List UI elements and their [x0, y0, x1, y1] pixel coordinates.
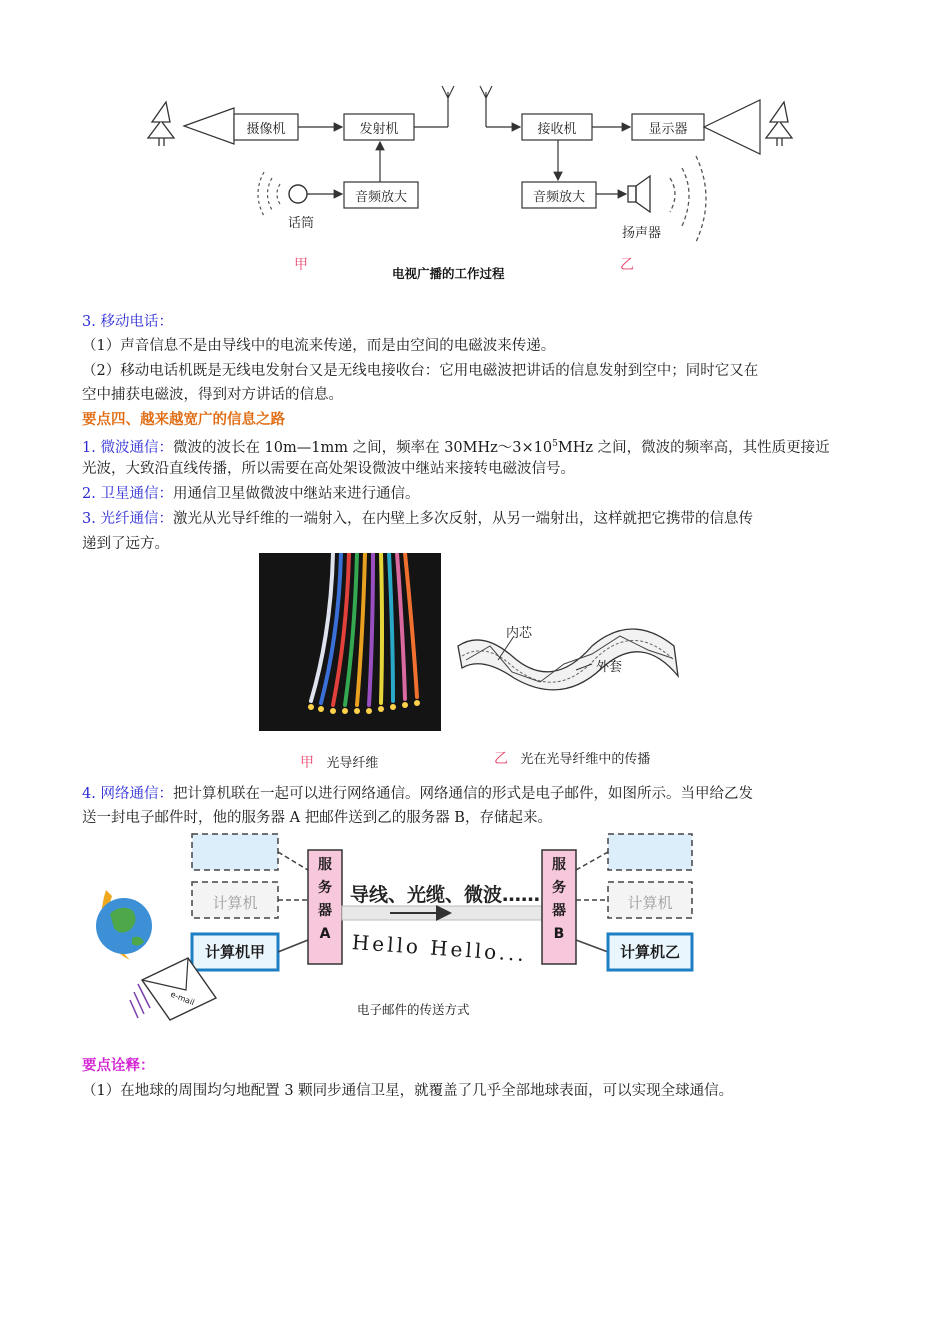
tree-icon: [148, 102, 174, 146]
fiber-text: 激光从光导纤维的一端射入，在内壁上多次反射，从另一端射出，这样就把它携带的信息传: [172, 511, 753, 527]
fiber-label: 3. 光纤通信：: [82, 511, 173, 527]
network-line2: 送一封电子邮件时，他的服务器 A 把邮件送到乙的服务器 B，存储起来。: [82, 810, 552, 826]
tv-left-tag: 甲: [294, 257, 308, 273]
server-b-char-4: B: [553, 926, 565, 942]
satellite-text: 用通信卫星做微波中继站来进行通信。: [172, 486, 420, 502]
computer-placeholder-left: 计算机: [212, 894, 258, 912]
box-receiver: 接收机: [537, 122, 577, 137]
microwave-line2: 光波，大致沿直线传播，所以需要在高处架设微波中继站来接转电磁波信号。: [82, 461, 575, 477]
tv-caption: 电视广播的工作过程: [392, 266, 505, 281]
server-a-char-4: A: [319, 926, 331, 942]
server-a-char-1: 服: [318, 857, 332, 873]
inner-core-label: 内芯: [506, 626, 533, 641]
globe-icon: [96, 890, 152, 960]
fiber-left-caption-text: 光导纤维: [326, 756, 379, 771]
microwave-paragraph: [82, 432, 872, 460]
mobile-p2a: （2）移动电话机既是无线电发射台又是无线电接收台：它用电磁波把讲话的信息发射到空中；同时它又在: [82, 363, 759, 379]
box-transmitter: 发射机: [359, 122, 399, 137]
mobile-heading: 3. 移动电话：: [82, 314, 173, 330]
box-display: 显示器: [648, 122, 688, 137]
server-a: [308, 854, 342, 946]
fiber-right-tag: 乙: [494, 751, 508, 767]
box-audio-amp-right: 音频放大: [532, 190, 585, 205]
tv-broadcast-diagram: [140, 80, 810, 280]
server-b-char-3: 器: [552, 903, 566, 919]
microphone-label: 话筒: [288, 216, 315, 231]
microwave-text-b: MHz 之间，微波的频率高，其性质更接近: [557, 439, 830, 456]
box-camera: 摄像机: [246, 122, 286, 137]
fiber-left-tag: 甲: [300, 755, 314, 771]
envelope-label: e-mail: [169, 989, 196, 1008]
email-caption: 电子邮件的传送方式: [357, 1002, 470, 1017]
channel-label: 导线、光缆、微波……: [350, 884, 541, 906]
mobile-p1: （1）声音信息不是由导线中的电流来传递，而是由空间的电磁波来传递。: [82, 338, 556, 354]
network-paragraph: [82, 782, 872, 806]
microphone-icon: [258, 172, 310, 216]
server-b-char-2: 务: [552, 880, 566, 896]
outer-sheath-label: 外套: [596, 660, 623, 675]
computer-a-label: 计算机甲: [204, 943, 265, 961]
satellite-label: 2. 卫星通信：: [82, 486, 173, 502]
notes-heading: 要点诠释：: [82, 1058, 155, 1074]
mobile-p2b: 空中捕获电磁波，得到对方讲话的信息。: [82, 387, 343, 403]
server-a-char-3: 器: [318, 903, 332, 919]
fiber-paragraph: [82, 507, 872, 531]
optical-fiber-photo: [259, 553, 441, 731]
fiber-left-caption: [300, 752, 378, 772]
computer-b-label: 计算机乙: [619, 943, 680, 961]
fiber-propagation-diagram: [452, 606, 688, 706]
tv-right-tag: 乙: [620, 257, 634, 273]
hello-text: Hello Hello...: [351, 930, 528, 967]
tree-icon-right: [766, 102, 792, 146]
computer-placeholder-right: 计算机: [627, 894, 673, 912]
server-b: [542, 854, 576, 946]
microwave-label: 1. 微波通信：: [82, 439, 173, 456]
box-audio-amp-left: 音频放大: [354, 190, 407, 205]
speaker-label: 扬声器: [622, 226, 662, 241]
network-label: 4. 网络通信：: [82, 786, 173, 802]
server-a-char-2: 务: [318, 880, 332, 896]
microwave-sup: 5: [552, 439, 558, 449]
fiber-right-caption: [494, 748, 650, 768]
fiber-line2: 递到了远方。: [82, 536, 169, 552]
notes-p1: （1）在地球的周围均匀地配置 3 颗同步通信卫星，就覆盖了几乎全部地球表面，可以实现全球通信。: [82, 1083, 734, 1099]
network-text: 把计算机联在一起可以进行网络通信。网络通信的形式是电子邮件，如图所示。当甲给乙发: [172, 786, 753, 802]
microwave-text-a: 微波的波长在 10m—1mm 之间，频率在 30MHz～3×10: [172, 439, 553, 456]
section4-heading: 要点四、越来越宽广的信息之路: [82, 412, 285, 428]
fiber-right-caption-text: 光在光导纤维中的传播: [520, 752, 651, 767]
satellite-paragraph: [82, 482, 872, 506]
server-b-char-1: 服: [552, 857, 566, 873]
